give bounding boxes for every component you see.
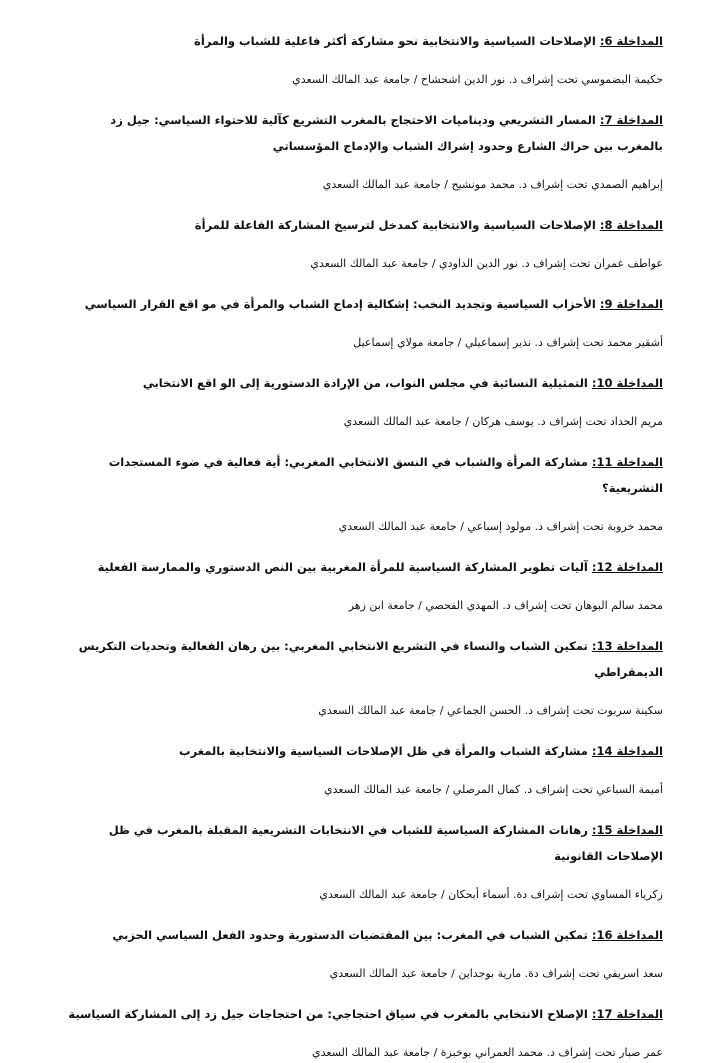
entry-title-text: المسار التشريعي وديناميات الاحتجاج بالمغرب التشريع كآلية للاحتواء السياسي: جيل زد بالمغرب بين حراك الشارع وحدود إشراك الشباب والإدماج المؤسساتي: [110, 113, 663, 153]
entry-author: مريم الحداد تحت إشراف د. يوسف هركان / جامعة عبد المالك السعدي: [343, 415, 663, 428]
entry-15: [68, 817, 663, 905]
entry-title: [68, 212, 663, 238]
entry-author: أشقير محمد تحت إشراف د. نذير إسماعيلي / جامعة مولاي إسماعيل: [353, 336, 663, 349]
entry-title: [68, 633, 663, 685]
entry-author: زكرياء المساوي تحت إشراف دة. أسماء أبحكان / جامعة عبد المالك السعدي: [319, 888, 663, 901]
entry-label: المداخلة 16:: [591, 928, 663, 942]
entry-label: المداخلة 8:: [599, 218, 663, 232]
entry-11: [68, 449, 663, 537]
entry-author: عمر صبار تحت إشراف د. محمد العمراني بوخبزة / جامعة عبد المالك السعدي: [312, 1046, 663, 1059]
entry-16: [68, 922, 663, 984]
entry-title-text: تمكين الشباب والنساء في التشريع الانتخابي المغربي: بين رهان الفعالية وتحديات التكريس الديمقراطي: [78, 639, 663, 679]
entry-8: [68, 212, 663, 274]
entry-title: [68, 738, 663, 764]
entry-label: المداخلة 10:: [591, 376, 663, 390]
entry-label: المداخلة 15:: [591, 823, 663, 837]
entry-9: [68, 291, 663, 353]
entry-6: [68, 28, 663, 90]
entry-author: سعد اسريفي تحت إشراف دة. مارية بوجداين / جامعة عبد المالك السعدي: [329, 967, 663, 980]
entry-title-text: التمثيلية النسائية في مجلس النواب، من الإرادة الدستورية إلى الو اقع الانتخابي: [142, 376, 592, 390]
entry-title: [68, 291, 663, 317]
entry-12: [68, 554, 663, 616]
entry-label: المداخلة 12:: [591, 560, 663, 574]
entry-author: محمد خروبة تحت إشراف د. مولود إسباعي / جامعة عبد المالك السعدي: [338, 520, 663, 533]
entry-13: [68, 633, 663, 721]
entry-title: [68, 554, 663, 580]
entry-title: [68, 817, 663, 869]
entry-author: عواطف عمران تحت إشراف د. نور الدين الداودي / جامعة عبد المالك السعدي: [310, 257, 663, 270]
entry-author: سكينة سربوت تحت إشراف د. الحسن الجماعي / جامعة عبد المالك السعدي: [318, 704, 663, 717]
entry-title: [68, 922, 663, 948]
entry-title: [68, 107, 663, 159]
entry-label: المداخلة 9:: [599, 297, 663, 311]
entry-title-text: مشاركة المرأة والشباب في النسق الانتخابي المغربي: أية فعالية في ضوء المستجدات التشريعية؟: [108, 455, 663, 495]
entry-10: [68, 370, 663, 432]
entry-7: [68, 107, 663, 195]
entry-title: [68, 449, 663, 501]
entry-title-text: آليات تطوير المشاركة السياسية للمرأة المغربية بين النص الدستوري والممارسة الفعلية: [97, 560, 592, 574]
entry-author: محمد سالم البوهان تحت إشراف د. المهدي الفحصي / جامعة ابن زهر: [348, 599, 663, 612]
entry-title-text: الإصلاحات السياسية والانتخابية نحو مشاركة أكثر فاعلية للشباب والمرأة: [194, 34, 600, 48]
entry-label: المداخلة 6:: [599, 34, 663, 48]
entry-title-text: الإصلاح الانتخابي بالمغرب في سياق احتجاجي: من احتجاجات جيل زد إلى المشاركة السياسية: [68, 1007, 592, 1021]
entry-title-text: تمكين الشباب في المغرب: بين المقتضيات الدستورية وحدود الفعل السياسي الحزبي: [112, 928, 592, 942]
entry-author: إبراهيم الصمدي تحت إشراف د. محمد مونشيح / جامعة عبد المالك السعدي: [322, 178, 663, 191]
entry-label: المداخلة 11:: [591, 455, 663, 469]
entry-label: المداخلة 7:: [599, 113, 663, 127]
entry-title: [68, 370, 663, 396]
entry-title: [68, 1001, 663, 1027]
entry-title-text: رهانات المشاركة السياسية للشباب في الانتخابات التشريعية المقبلة بالمغرب في ظل الإصلاحات القانونية: [108, 823, 663, 863]
entry-title-text: الإصلاحات السياسية والانتخابية كمدخل لترسيخ المشاركة الفاعلة للمرأة: [194, 218, 600, 232]
entry-title-text: الأحزاب السياسية وتجديد النخب: إشكالية إدماج الشباب والمرأة في مو اقع القرار السياسي: [84, 297, 600, 311]
entry-title-text: مشاركة الشباب والمرأة في ظل الإصلاحات السياسية والانتخابية بالمغرب: [179, 744, 592, 758]
entry-14: [68, 738, 663, 800]
entry-label: المداخلة 13:: [591, 639, 663, 653]
entry-17: [68, 1001, 663, 1063]
entry-label: المداخلة 17:: [591, 1007, 663, 1021]
entry-author: حكيمة البضموسي تحت إشراف د. نور الدين اشحشاح / جامعة عبد المالك السعدي: [292, 73, 663, 86]
entry-author: أميمة السباعي تحت إشراف د. كمال المرصلي / جامعة عبد المالك السعدي: [324, 783, 663, 796]
entry-label: المداخلة 14:: [591, 744, 663, 758]
entry-title: [68, 28, 663, 54]
